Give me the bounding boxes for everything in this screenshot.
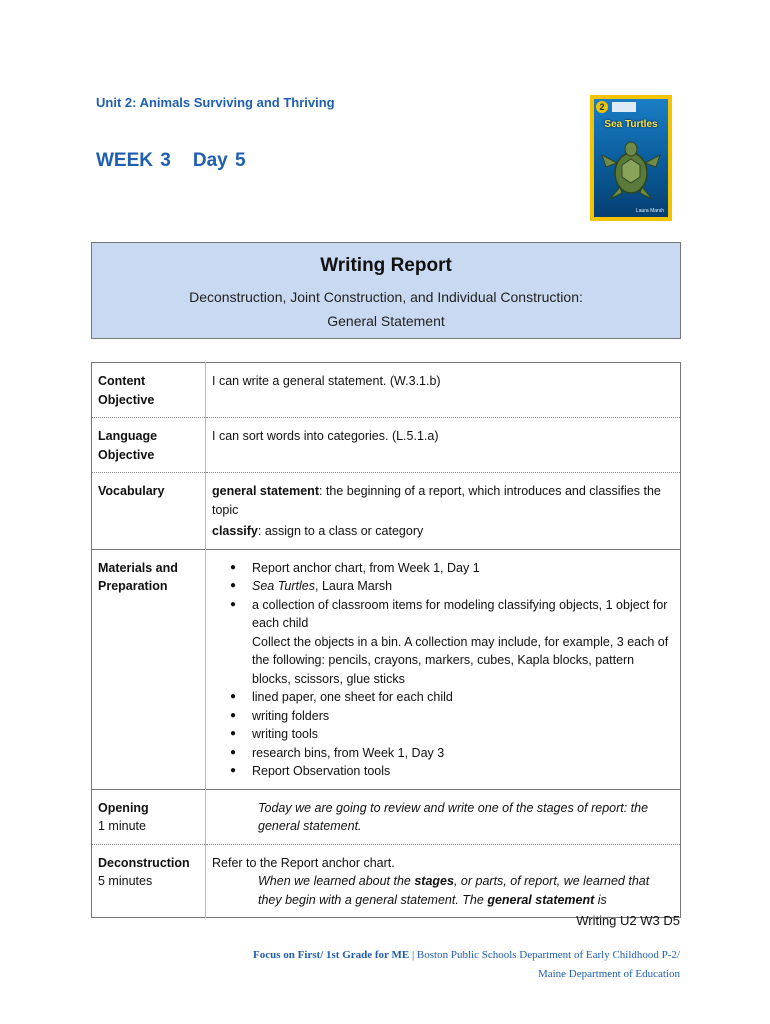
label-line: Objective [98,447,155,462]
time-label: 5 minutes [98,874,153,888]
content-objective-row [92,363,681,418]
materials-list-cell [206,549,681,789]
banner-subtitle [92,285,680,333]
book-cover-author: Laura Marsh [635,208,664,214]
list-item-text: ● a collection of classroom items for modeling classifying objects, 1 object for each child [252,597,668,630]
list-item: ● Report Observation tools [252,762,674,781]
vocabulary-label: Vocabulary [92,473,206,550]
deconstruction-intro: Refer to the Report anchor chart. [212,855,395,870]
language-objective-text: I can sort words into categories. (L.5.1.a) [206,418,681,473]
day-label: Day 5 [192,150,246,171]
vocabulary-content [206,473,681,550]
list-item-note: Collect the objects in a bin. A collection may include, for example, 3 each of the following: pencils, crayons, markers, cubes, Kapla blocks, pattern blocks, scissors, glue sticks [252,634,669,686]
label-line: Objective [98,392,155,407]
vocab-term: classify [212,524,258,538]
week-day-heading [96,150,246,172]
page-footer [253,946,680,984]
language-objective-label [92,418,206,473]
book-cover-art [594,99,668,217]
list-item-text: , Laura Marsh [315,579,393,593]
book-cover-image [590,95,672,221]
vocab-definition: : assign to a class or category [257,524,424,538]
page-code: Writing U2 W3 D5 [576,913,680,928]
lesson-banner [91,242,681,339]
banner-subtitle-line1: Deconstruction, Joint Construction, and Individual Construction: [189,289,583,305]
opening-row [92,789,681,844]
vocab-term: general statement [212,484,319,498]
language-objective-row [92,418,681,473]
book-cover-title: Sea Turtles [604,119,658,130]
list-item: ● lined paper, one sheet for each child [252,688,674,707]
deconstruction-label [92,844,206,918]
lesson-plan-table [91,362,681,918]
deconstruction-content [206,844,681,918]
footer-line2: Maine Department of Education [537,968,680,980]
time-label: 1 minute [98,819,146,833]
label-line: Deconstruction [98,855,190,870]
deconstruction-script [212,872,674,909]
opening-label [92,789,206,844]
content-objective-text: I can write a general statement. (W.3.1.b) [212,374,441,388]
list-item [252,596,674,689]
label-line: Preparation [98,579,168,593]
script-emphasis: stages [414,874,454,888]
reading-level-badge: 2 [596,101,608,113]
book-title: Sea Turtles [252,579,315,593]
script-text: , or parts, of report, we learned that they begin with a general statement. The [258,874,650,907]
materials-list [206,559,674,781]
list-item: ● Report anchor chart, from Week 1, Day 1 [252,559,674,578]
footer-org: | Boston Public Schools Department of Early Childhood P-2/ [409,949,680,961]
vocab-entry [212,482,674,519]
list-item: ● research bins, from Week 1, Day 3 [252,744,674,763]
vocabulary-row [92,473,681,550]
label-line: Materials and [98,560,178,575]
week-label: WEEK 3 [96,150,171,171]
materials-row [92,549,681,789]
sea-turtle-icon [600,135,662,205]
banner-title: Writing Report [320,255,452,276]
content-objective-label [92,363,206,418]
script-emphasis: general statement [487,892,595,907]
opening-content [206,789,681,844]
opening-script: Today we are going to review and write one of the stages of report: the general statement. [258,800,649,833]
list-item: ● writing folders [252,707,674,726]
label-line: Language [98,429,158,443]
footer-line1 [253,946,680,965]
unit-title: Unit 2: Animals Surviving and Thriving [96,95,335,110]
vocab-entry [212,522,674,541]
list-item: ● writing tools [252,725,674,744]
script-text: is [594,892,607,907]
script-text: When we learned about the [258,874,415,888]
program-name: Focus on First/ 1st Grade for ME [252,949,410,961]
deconstruction-row [92,844,681,918]
materials-label [92,549,206,789]
banner-subtitle-line2: General Statement [327,313,445,329]
label-line: Opening [98,800,149,815]
vocab-definition: : the beginning of a report, which introduces and classifies the topic [212,484,661,517]
publisher-logo [612,102,636,112]
list-item [252,577,674,596]
label-line: Content [98,374,146,388]
